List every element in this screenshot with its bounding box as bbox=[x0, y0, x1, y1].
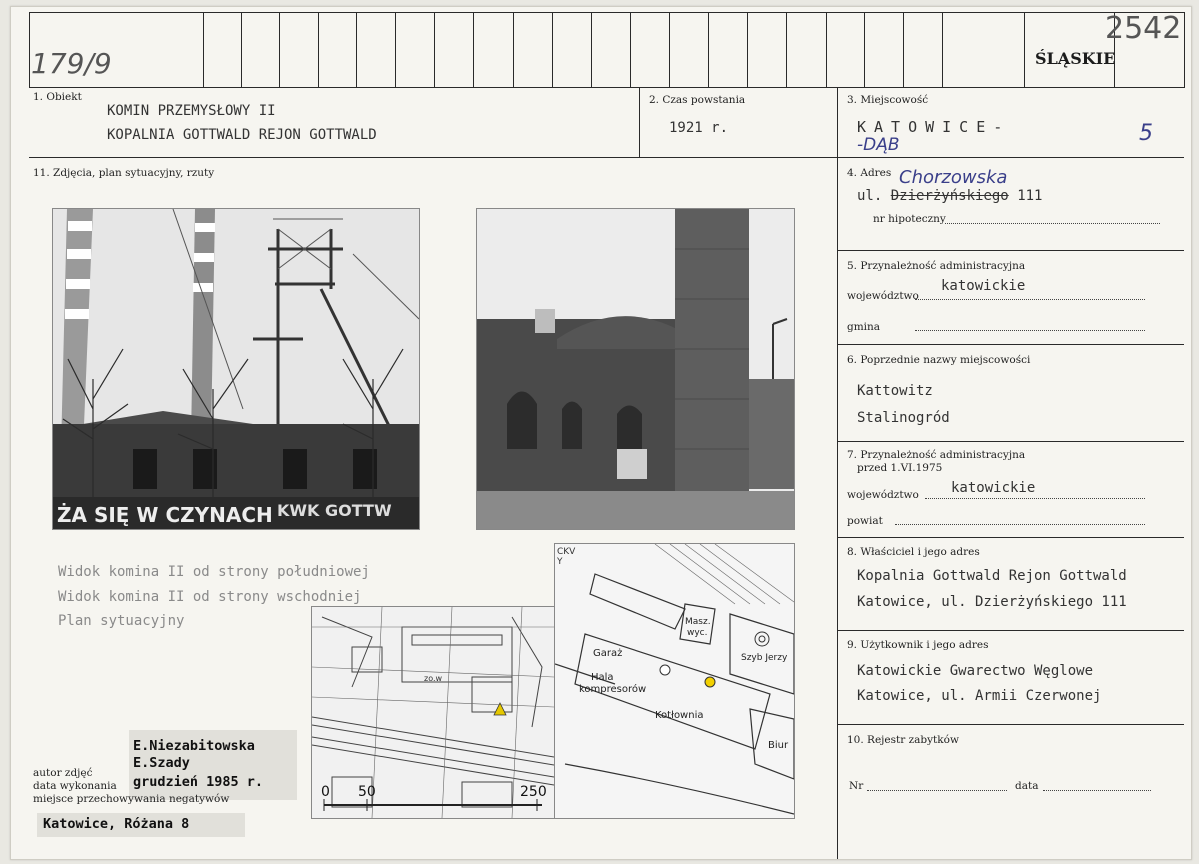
header-grid-line bbox=[395, 12, 396, 88]
rule-8-top bbox=[837, 537, 1184, 538]
record-card bbox=[10, 6, 1192, 860]
header-grid-line bbox=[552, 12, 553, 88]
hipoteczny-label: nr hipoteczny bbox=[873, 213, 946, 225]
wlasciciel-line1: Kopalnia Gottwald Rejon Gottwald bbox=[857, 568, 1127, 584]
photo-south-view-image bbox=[53, 209, 419, 529]
uzytkownik-label: 9. Użytkownik i jego adres bbox=[847, 639, 989, 651]
header-grid-line bbox=[29, 12, 30, 88]
map-label-garaz: Garaż bbox=[593, 648, 623, 659]
divider-czas bbox=[639, 87, 640, 157]
gmina-line bbox=[915, 330, 1145, 331]
hipoteczny-line bbox=[945, 223, 1160, 224]
photo-banner-left: ŻA SIĘ W CZYNACH bbox=[57, 503, 273, 527]
rule-adres-top bbox=[837, 157, 1184, 158]
scale-50: 50 bbox=[358, 784, 376, 800]
chimney-marker-icon bbox=[705, 677, 715, 687]
map-label-ckv: CKV bbox=[557, 547, 576, 557]
photo-east-view-image bbox=[477, 209, 794, 529]
header-grid-line bbox=[279, 12, 280, 88]
rule-9-top bbox=[837, 630, 1184, 631]
wojewodztwo-line bbox=[915, 299, 1145, 300]
czas-value: 1921 r. bbox=[669, 120, 729, 136]
scale-250: 250 bbox=[520, 784, 547, 800]
rule-5-top bbox=[837, 250, 1184, 251]
przed1975-wojewodztwo-line bbox=[925, 498, 1145, 499]
site-plan-detail-image bbox=[555, 544, 794, 818]
site-plan-detail bbox=[554, 543, 795, 819]
map-label-hala: Hala bbox=[591, 672, 614, 683]
caption-plan: Plan sytuacyjny bbox=[58, 613, 185, 629]
header-grid-line bbox=[1024, 12, 1025, 88]
przed1975-wojewodztwo-value: katowickie bbox=[951, 480, 1036, 496]
header-grid-line bbox=[708, 12, 709, 88]
uzytkownik-line1: Katowickie Gwarectwo Węglowe bbox=[857, 663, 1094, 679]
miejscowosc-number: 5 bbox=[1139, 121, 1153, 146]
photo-south-view bbox=[52, 208, 420, 530]
data-wykonania-label: data wykonania bbox=[33, 780, 117, 792]
row1-rule-left bbox=[29, 157, 839, 158]
przed1975-sublabel: przed 1.VI.1975 bbox=[857, 462, 943, 474]
author-1: E.Niezabitowska bbox=[133, 738, 255, 754]
miejscowosc-label: 3. Miejscowość bbox=[847, 94, 929, 106]
rejestr-data-line bbox=[1043, 790, 1151, 791]
region-label: ŚLĄSKIE bbox=[1035, 49, 1116, 68]
powiat-label: powiat bbox=[847, 515, 883, 527]
czas-label: 2. Czas powstania bbox=[649, 94, 746, 106]
poprzednie-label: 6. Poprzednie nazwy miejscowości bbox=[847, 354, 1031, 366]
obiekt-line1: KOMIN PRZEMYSŁOWY II bbox=[107, 103, 276, 119]
caption-east: Widok komina II od strony wschodniej bbox=[58, 589, 362, 605]
przed1975-wojewodztwo-label: województwo bbox=[847, 489, 919, 501]
uzytkownik-line2: Katowice, ul. Armii Czerwonej bbox=[857, 688, 1102, 704]
header-grid-line bbox=[356, 12, 357, 88]
adres-struck-street: Dzierżyńskiego bbox=[890, 188, 1009, 204]
obiekt-label: 1. Obiekt bbox=[33, 91, 82, 103]
header-grid-line bbox=[318, 12, 319, 88]
site-plan-overview-image bbox=[312, 607, 554, 818]
map-label-kompresorow: kompresorów bbox=[579, 684, 647, 695]
adres-line bbox=[857, 188, 1042, 204]
rejestr-nr-label: Nr bbox=[849, 780, 864, 792]
wlasciciel-line2: Katowice, ul. Dzierżyńskiego 111 bbox=[857, 594, 1127, 610]
poprzednie-name-1: Kattowitz bbox=[857, 383, 933, 399]
header-grid-line bbox=[630, 12, 631, 88]
header-grid-line bbox=[669, 12, 670, 88]
author-2: E.Szady bbox=[133, 755, 190, 771]
inventory-number: 179/9 bbox=[31, 47, 112, 80]
rule-6-top bbox=[837, 344, 1184, 345]
map-label-zow: zo.w bbox=[424, 674, 443, 683]
header-grid-line bbox=[473, 12, 474, 88]
obiekt-line2: KOPALNIA GOTTWALD REJON GOTTWALD bbox=[107, 127, 377, 143]
header-grid-line bbox=[826, 12, 827, 88]
map-label-wyc: wyc. bbox=[687, 628, 708, 638]
card-number: 2542 bbox=[1105, 11, 1182, 46]
header-grid-line bbox=[864, 12, 865, 88]
powiat-line bbox=[895, 524, 1145, 525]
adres-label: 4. Adres bbox=[847, 167, 892, 179]
wojewodztwo-value: katowickie bbox=[941, 278, 1026, 294]
map-label-y: Y bbox=[557, 557, 563, 567]
autor-label: autor zdjęć bbox=[33, 767, 93, 779]
wlasciciel-label: 8. Właściciel i jego adres bbox=[847, 546, 980, 558]
przynaleznosc-label: 5. Przynależność administracyjna bbox=[847, 260, 1026, 272]
header-grid-line bbox=[942, 12, 943, 88]
map-label-kotlownia: Kotłownia bbox=[655, 710, 704, 721]
date-value: grudzień 1985 r. bbox=[133, 774, 264, 790]
scale-0: 0 bbox=[321, 784, 330, 800]
header-grid-line bbox=[747, 12, 748, 88]
map-label-szyb: Szyb Jerzy bbox=[741, 653, 788, 663]
site-plan-overview bbox=[311, 606, 555, 819]
poprzednie-name-2: Stalinogród bbox=[857, 410, 950, 426]
header-grid-line bbox=[1184, 12, 1185, 88]
header-grid-line bbox=[903, 12, 904, 88]
header-grid-line bbox=[786, 12, 787, 88]
adres-prefix: ul. bbox=[857, 188, 883, 204]
wojewodztwo-label: województwo bbox=[847, 290, 919, 302]
miejsce-value: Katowice, Różana 8 bbox=[43, 816, 190, 832]
miejscowosc-value: KATOWICE- bbox=[857, 118, 1011, 136]
rule-7-top bbox=[837, 441, 1184, 442]
rule-10-top bbox=[837, 724, 1184, 725]
adres-number: 111 bbox=[1017, 188, 1043, 204]
header-grid-line bbox=[513, 12, 514, 88]
header-grid-line bbox=[591, 12, 592, 88]
caption-south: Widok komina II od strony południowej bbox=[58, 564, 370, 580]
header-grid-line bbox=[434, 12, 435, 88]
map-label-masz: Masz. bbox=[685, 617, 711, 627]
miejsce-label: miejsce przechowywania negatywów bbox=[33, 793, 230, 805]
zdjecia-label: 11. Zdjęcia, plan sytuacyjny, rzuty bbox=[33, 167, 215, 179]
header-grid-line bbox=[203, 12, 204, 88]
rejestr-data-label: data bbox=[1015, 780, 1039, 792]
map-label-biur: Biur bbox=[768, 740, 789, 751]
miejscowosc-handwritten: -DĄB bbox=[857, 135, 900, 155]
przed1975-label: 7. Przynależność administracyjna bbox=[847, 449, 1026, 461]
adres-handwritten: Chorzowska bbox=[899, 167, 1008, 188]
rejestr-label: 10. Rejestr zabytków bbox=[847, 734, 959, 746]
header-grid-line bbox=[241, 12, 242, 88]
photo-east-view bbox=[476, 208, 795, 530]
gmina-label: gmina bbox=[847, 321, 881, 333]
photo-banner-right: KWK GOTTW bbox=[277, 501, 392, 520]
rejestr-nr-line bbox=[867, 790, 1007, 791]
divider-right-column bbox=[837, 87, 838, 859]
